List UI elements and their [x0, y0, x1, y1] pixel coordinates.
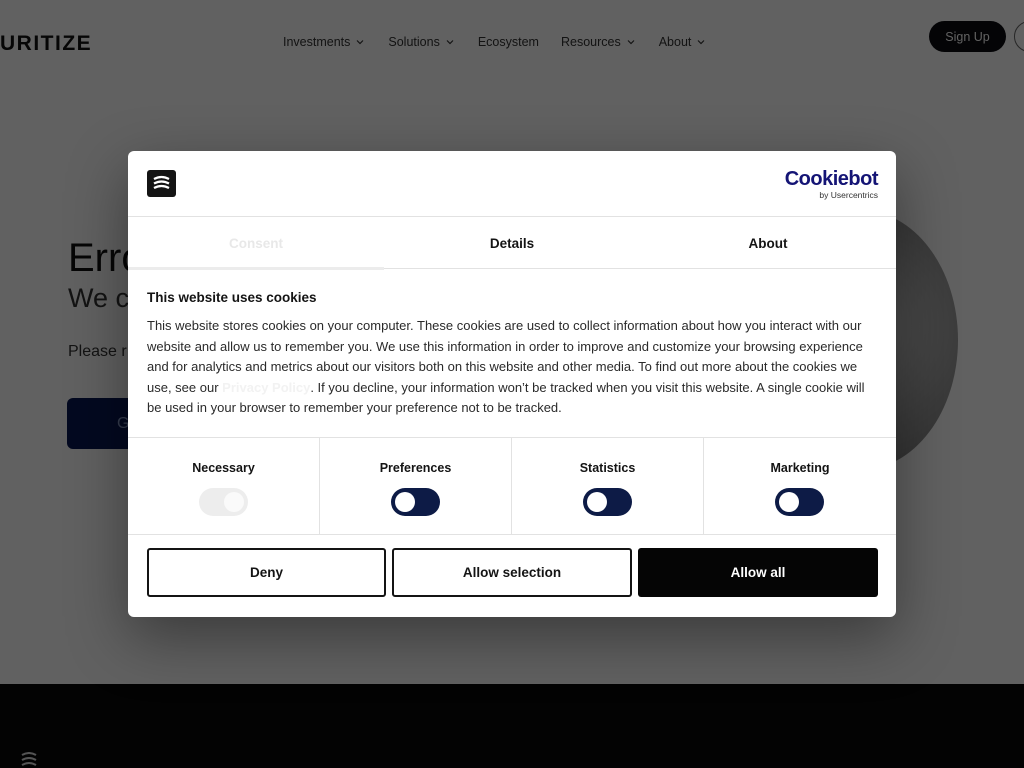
cookiebot-name: Cookiebot [784, 168, 878, 190]
toggle-cell-marketing [704, 438, 896, 535]
privacy-policy-link[interactable]: Privacy Policy [222, 379, 311, 395]
cookie-consent-dialog [128, 151, 896, 617]
dialog-body [147, 290, 877, 419]
dialog-description [147, 316, 877, 419]
preferences-toggle[interactable] [391, 488, 440, 516]
tab-about[interactable]: About [748, 235, 788, 251]
site-brand-icon [147, 170, 176, 197]
allow-selection-button[interactable]: Allow selection [392, 548, 632, 597]
description-part-2: . If you decline, your information won’t be tracked when you visit this website. A single cookie will be used in your browser to remember your preference not to be tracked. [147, 379, 865, 416]
deny-button[interactable]: Deny [147, 548, 386, 597]
toggle-knob [587, 492, 607, 512]
dialog-header [128, 151, 896, 217]
toggle-cell-necessary [128, 438, 320, 535]
allow-all-button[interactable]: Allow all [638, 548, 878, 597]
cookiebot-by: by Usercentrics [819, 190, 878, 200]
s-logo-icon [151, 174, 172, 193]
dialog-title: This website uses cookies [147, 290, 317, 305]
toggle-knob [395, 492, 415, 512]
toggle-label: Statistics [579, 461, 636, 475]
tab-consent[interactable]: Consent [128, 217, 384, 269]
toggle-cell-preferences [320, 438, 512, 535]
toggle-knob [224, 492, 244, 512]
cookiebot-logo[interactable] [785, 169, 878, 200]
toggle-label: Preferences [379, 461, 452, 475]
dialog-tabs [128, 217, 896, 269]
toggle-cell-statistics [512, 438, 704, 535]
tab-details[interactable]: Details [489, 235, 535, 251]
toggle-label: Necessary [192, 461, 255, 475]
description-part-1: This website stores cookies on your computer. These cookies are used to collect information about how you interact with our website and allow us to remember you. We use this information in order to improve and customize your browsing experience and for analytics and metrics about our visitors both on this website and other media. To find out more about the cookies we use, see our [147, 318, 863, 395]
toggle-knob [779, 492, 799, 512]
consent-toggles [128, 437, 896, 535]
statistics-toggle[interactable] [583, 488, 632, 516]
toggle-label: Marketing [770, 461, 830, 475]
necessary-toggle [199, 488, 248, 516]
marketing-toggle[interactable] [775, 488, 824, 516]
